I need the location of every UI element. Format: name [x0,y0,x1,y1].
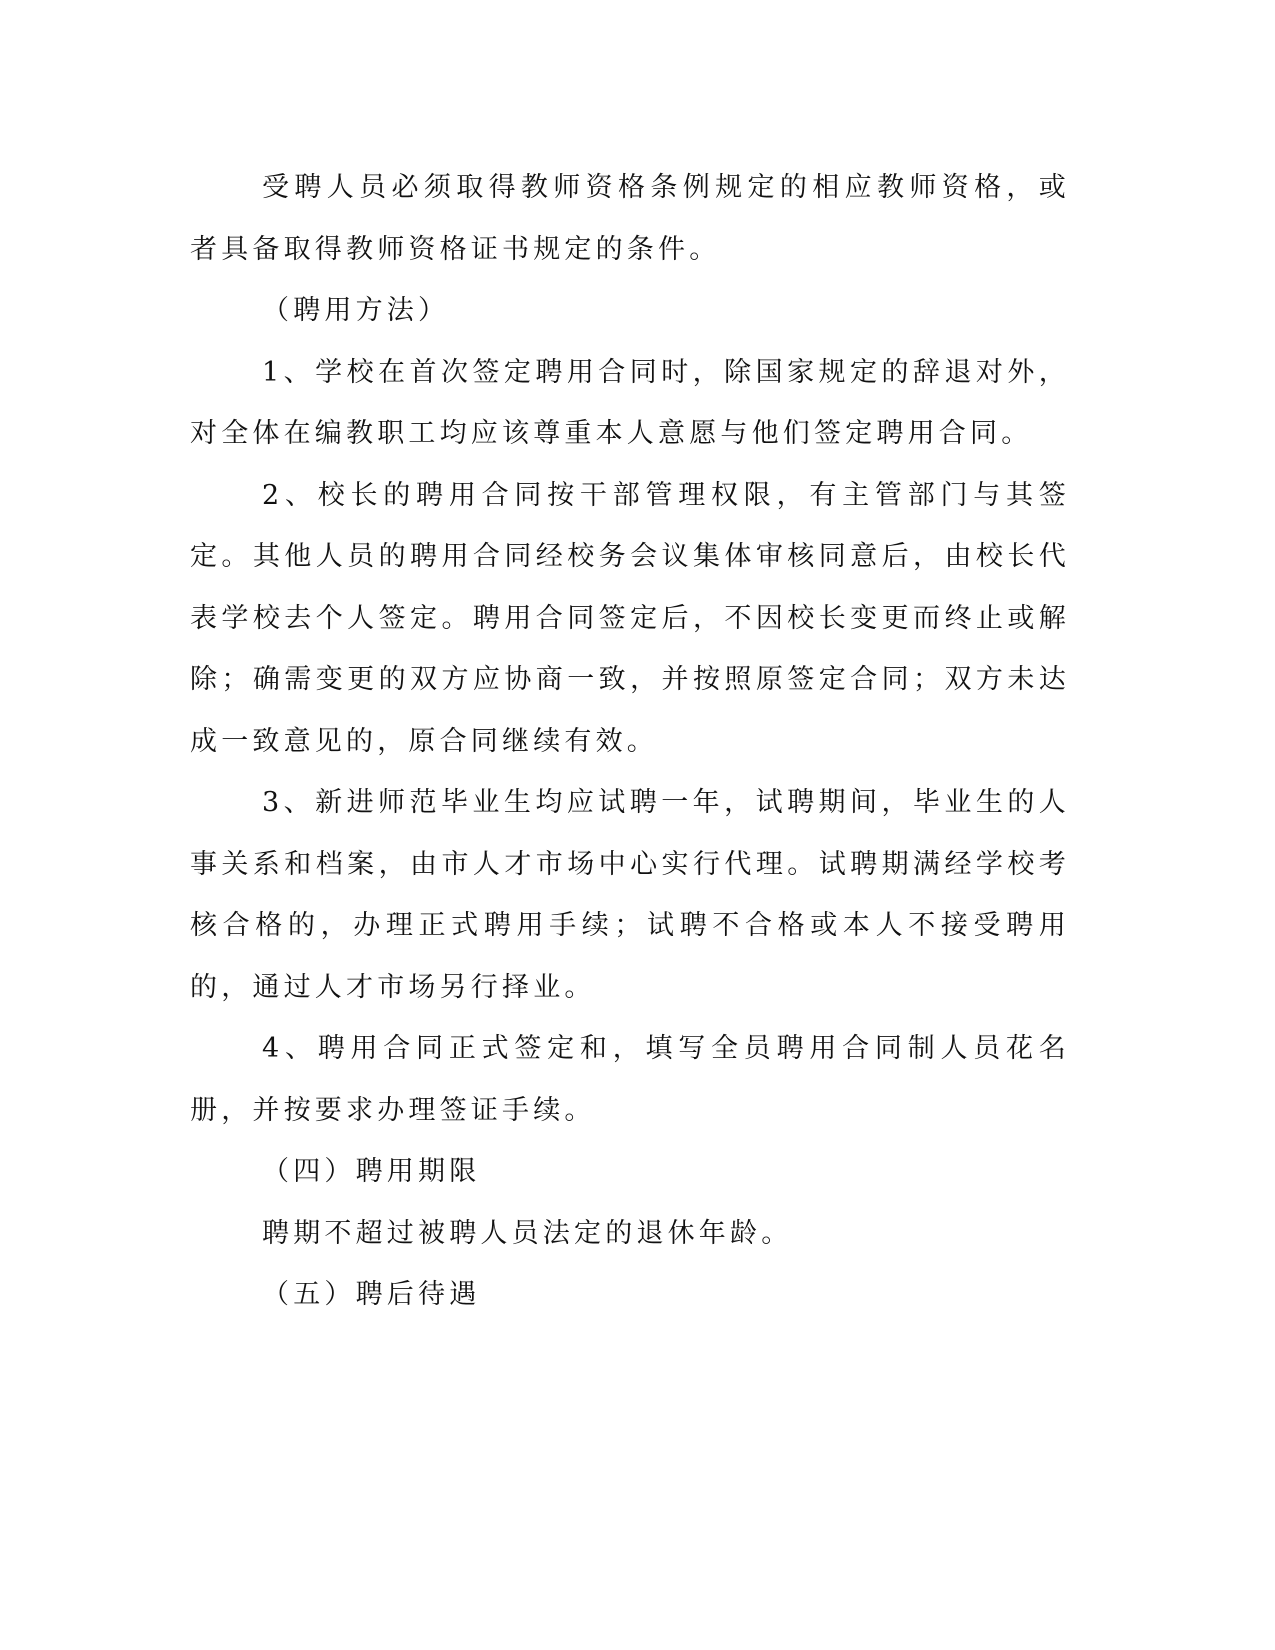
paragraph-item-1: 1、学校在首次签定聘用合同时，除国家规定的辞退对外，对全体在编教职工均应该尊重本人意愿与他们签定聘用合同。 [190,356,1070,449]
heading-post-hire-benefits: （五）聘后待遇 [262,1279,481,1310]
heading-hiring-term: （四）聘用期限 [262,1156,481,1187]
paragraph-item-3: 3、新进师范毕业生均应试聘一年，试聘期间，毕业生的人事关系和档案，由市人才市场中心实行代理。试聘期满经学校考核合格的，办理正式聘用手续；试聘不合格或本人不接受聘用的，通过人才市场另行择业。 [190,787,1070,1003]
paragraph-item-2: 2、校长的聘用合同按干部管理权限，有主管部门与其签定。其他人员的聘用合同经校务会议集体审核同意后，由校长代表学校去个人签定。聘用合同签定后，不因校长变更而终止或解除；确需变更的双方应协商一致，并按照原签定合同；双方未达成一致意见的，原合同继续有效。 [190,479,1070,757]
paragraph-term-limit: 聘期不超过被聘人员法定的退休年龄。 [262,1217,793,1249]
paragraph-qualification: 受聘人员必须取得教师资格条例规定的相应教师资格，或者具备取得教师资格证书规定的条件。 [190,172,1070,265]
document-body [190,157,1070,1326]
heading-hiring-method: （聘用方法） [262,295,450,326]
paragraph-item-4: 4、聘用合同正式签定和，填写全员聘用合同制人员花名册，并按要求办理签证手续。 [190,1033,1070,1126]
